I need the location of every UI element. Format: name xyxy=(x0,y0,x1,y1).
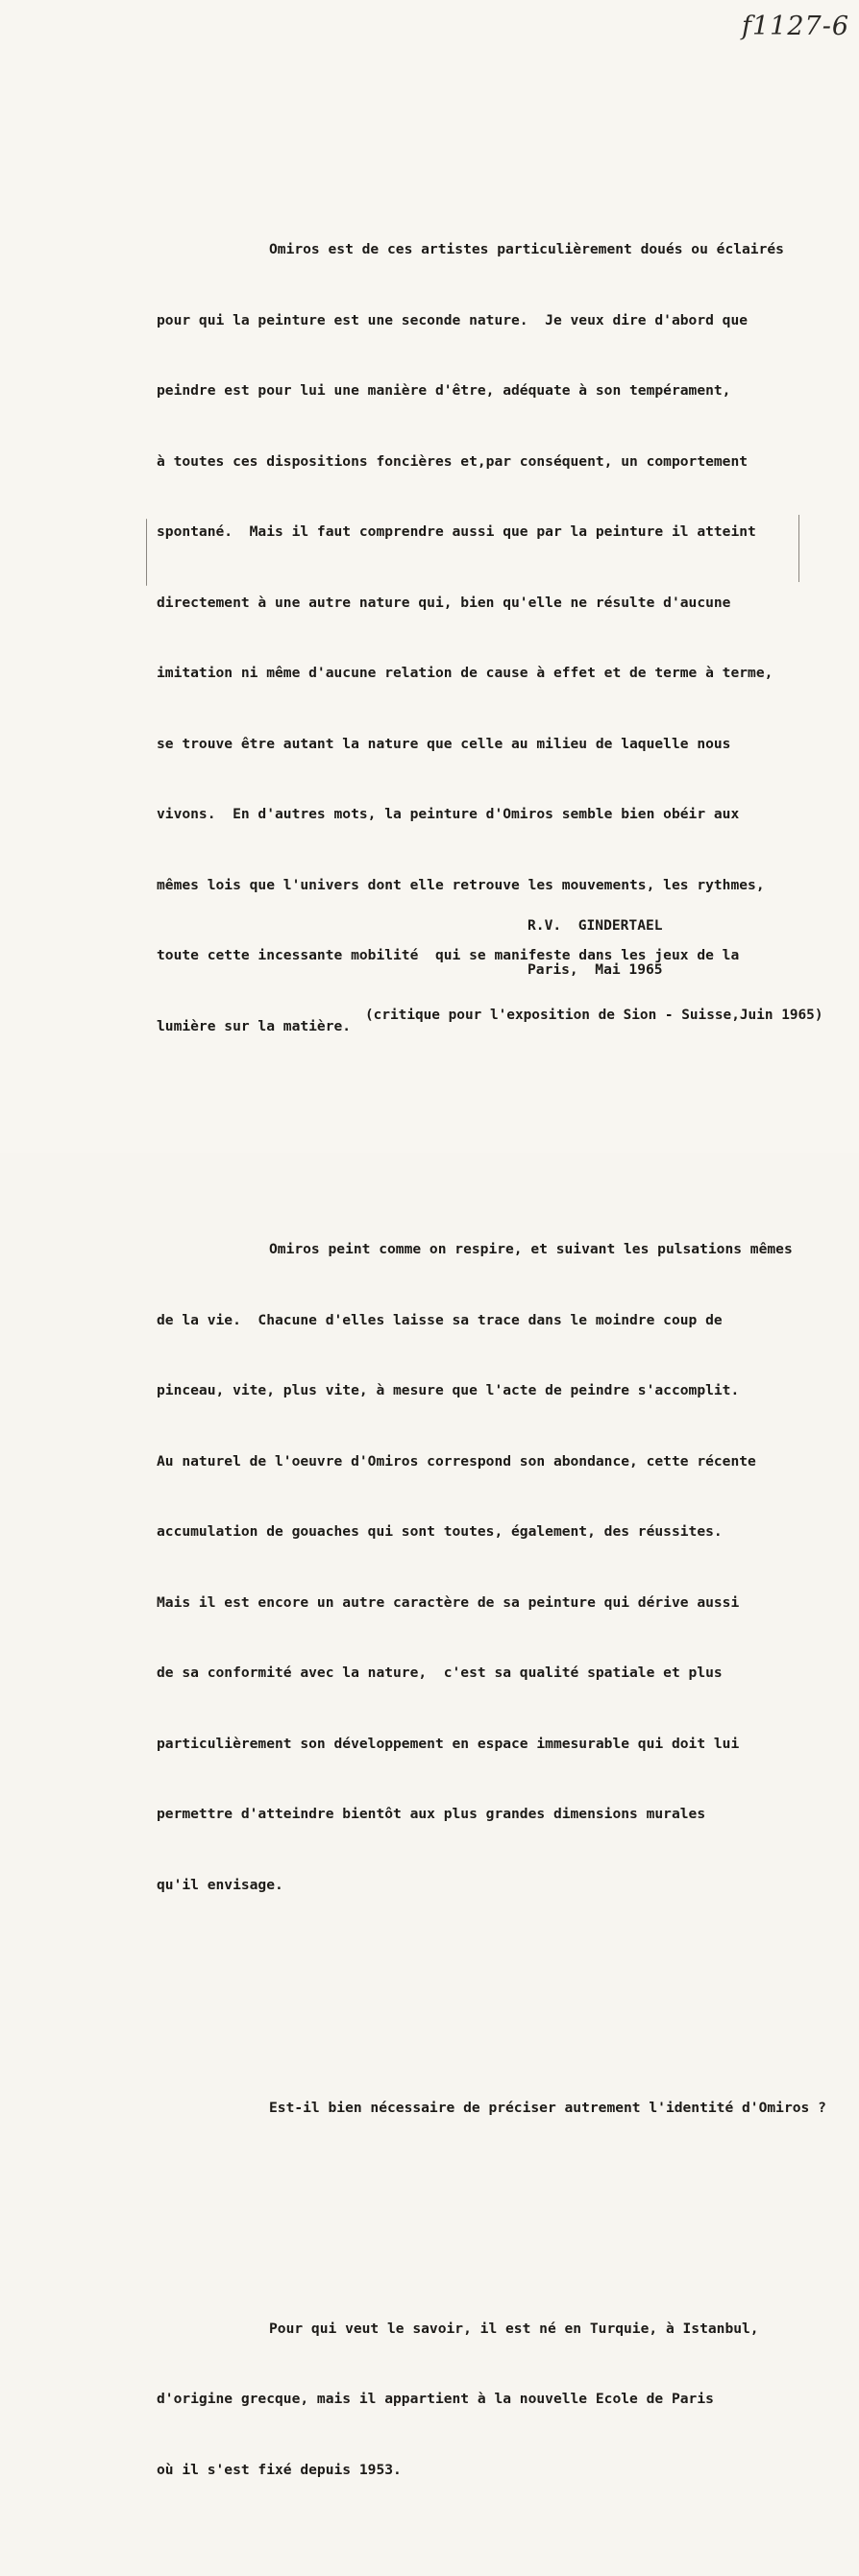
text-line: de sa conformité avec la nature, c'est sa qualité spatiale et plus xyxy=(157,1665,723,1681)
text-line: mêmes lois que l'univers dont elle retrouve les mouvements, les rythmes, xyxy=(157,876,765,893)
left-margin-bracket xyxy=(146,519,147,586)
text-line: peindre est pour lui une manière d'être, adéquate à son tempérament, xyxy=(157,382,731,399)
text-line: se trouve être autant la nature que celle au milieu de laquelle nous xyxy=(157,735,731,752)
text-line: vivons. En d'autres mots, la peinture d'Omiros semble bien obéir aux xyxy=(157,806,740,822)
text-line: de la vie. Chacune d'elles laisse sa trace dans le moindre coup de xyxy=(157,1311,723,1328)
signature: R.V. GINDERTAEL xyxy=(528,917,663,934)
text-line: pour qui la peinture est une seconde nature. Je veux dire d'abord que xyxy=(157,311,749,328)
archive-reference: f1127-6 xyxy=(741,12,849,41)
paragraph-1 xyxy=(157,191,858,1085)
text-line: imitation ni même d'aucune relation de cause à effet et de terme à terme, xyxy=(157,665,773,681)
text-line: à toutes ces dispositions foncières et,par conséquent, un comportement xyxy=(157,452,749,470)
text-line: lumière sur la matière. xyxy=(157,1017,352,1034)
paragraph-4 xyxy=(157,2271,858,2530)
text-line: d'origine grecque, mais il appartient à la nouvelle Ecole de Paris xyxy=(157,2391,714,2407)
text-line: directement à une autre nature qui, bien qu'elle ne résulte d'aucune xyxy=(157,594,731,611)
paragraph-3 xyxy=(157,2050,858,2168)
text-line: où il s'est fixé depuis 1953. xyxy=(157,2461,402,2478)
exhibition-note: (critique pour l'exposition de Sion - Suisse,Juin 1965) xyxy=(365,1008,823,1023)
text-line: qu'il envisage. xyxy=(157,1876,283,1893)
text-line: Pour qui veut le savoir, il est né en Turquie, à Istanbul, xyxy=(269,2320,759,2337)
text-line: Est-il bien nécessaire de préciser autrement l'identité d'Omiros ? xyxy=(269,2100,826,2116)
text-line: toute cette incessante mobilité qui se manifeste dans les jeux de la xyxy=(157,947,740,963)
paragraph-2 xyxy=(157,1191,858,1944)
text-line: permettre d'atteindre bientôt aux plus grandes dimensions murales xyxy=(157,1806,706,1822)
text-line: accumulation de gouaches qui sont toutes, également, des réussites. xyxy=(157,1523,723,1540)
text-line: Omiros est de ces artistes particulièrement doués ou éclairés xyxy=(269,241,784,257)
text-line: spontané. Mais il faut comprendre aussi que par la peinture il atteint xyxy=(157,523,756,540)
text-line: Mais il est encore un autre caractère de sa peinture qui dérive aussi xyxy=(157,1593,740,1611)
text-line: Au naturel de l'oeuvre d'Omiros correspond son abondance, cette récente xyxy=(157,1452,756,1470)
letter-body xyxy=(157,144,858,2576)
text-line: Omiros peint comme on respire, et suivant les pulsations mêmes xyxy=(269,1241,793,1257)
text-line: particulièrement son développement en espace immesurable qui doit lui xyxy=(157,1735,740,1752)
place-date: Paris, Mai 1965 xyxy=(528,961,663,978)
text-line: pinceau, vite, plus vite, à mesure que l'acte de peindre s'accomplit. xyxy=(157,1382,740,1398)
